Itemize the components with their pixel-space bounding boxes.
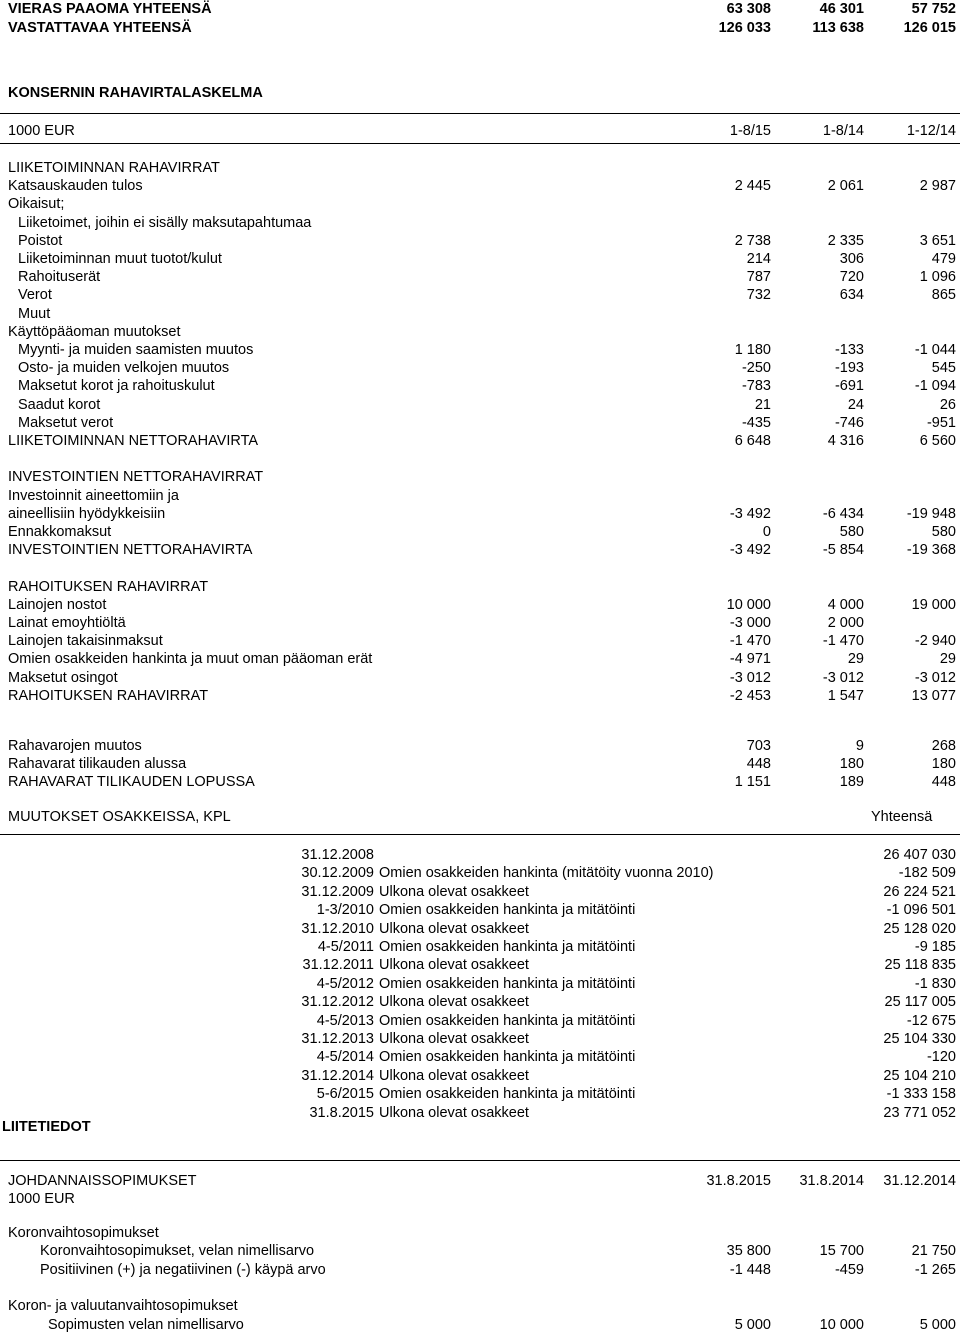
- row-label: Rahoituserät: [18, 269, 101, 286]
- share-date: 31.12.2013: [301, 1031, 374, 1047]
- value-2: -1 470: [822, 633, 864, 650]
- value-2: 580: [839, 524, 864, 540]
- table-row: [0, 737, 960, 755]
- share-total: 26 407 030: [883, 847, 956, 863]
- value-1: 5 000: [734, 1316, 771, 1333]
- table-row: [0, 487, 960, 505]
- value-2: 306: [839, 251, 864, 267]
- share-date: 4-5/2014: [316, 1049, 374, 1066]
- row-label: Katsauskauden tulos: [8, 178, 143, 195]
- value-1: 10 000: [726, 596, 771, 613]
- value-2: -133: [834, 342, 864, 358]
- share-total: -1 830: [914, 975, 956, 992]
- table-row: [0, 177, 960, 195]
- value-3: -1 044: [914, 342, 956, 358]
- row-label: RAHOITUKSEN RAHAVIRRAT: [8, 578, 209, 595]
- value-2: 46 301: [819, 1, 864, 17]
- value-3: 580: [931, 524, 956, 540]
- row-label: Positiivinen (+) ja negatiivinen (-) käypä arvo: [40, 1261, 326, 1278]
- share-description: Omien osakkeiden hankinta ja mitätöinti: [379, 1086, 636, 1103]
- share-description: Omien osakkeiden hankinta (mitätöity vuonna 2010): [379, 865, 714, 882]
- row-label: Poistot: [18, 232, 63, 249]
- share-total: 23 771 052: [883, 1104, 956, 1121]
- total-column-label: Yhteensä: [871, 809, 933, 825]
- value-3: 19 000: [911, 596, 956, 613]
- value-2: 2 000: [827, 615, 864, 631]
- value-2: -691: [834, 378, 864, 395]
- notes-title: [0, 1118, 960, 1136]
- value-2: 24: [847, 396, 864, 413]
- table-row: [0, 1297, 960, 1315]
- row-label: Muut: [18, 305, 51, 322]
- table-row: [0, 993, 960, 1011]
- table-row: [0, 377, 960, 395]
- row-label: Maksetut osingot: [8, 669, 118, 686]
- value-3: 180: [931, 756, 956, 773]
- share-date: 1-3/2010: [316, 902, 374, 919]
- period-1: 1-8/15: [729, 123, 771, 139]
- share-date: 31.12.2011: [302, 957, 374, 974]
- table-row: [0, 250, 960, 268]
- value-2: -6 434: [822, 505, 864, 522]
- value-3: 13 077: [911, 687, 956, 704]
- value-2: -5 854: [822, 542, 864, 559]
- row-label: Käyttöpääoman muutokset: [8, 323, 181, 340]
- value-3: -1 265: [914, 1261, 956, 1278]
- share-total: -9 185: [914, 939, 956, 955]
- value-3: 126 015: [903, 20, 956, 36]
- share-description: Omien osakkeiden hankinta ja mitätöinti: [379, 1049, 636, 1066]
- value-2: 189: [839, 774, 864, 791]
- row-label: Oikaisut;: [8, 196, 65, 213]
- table-row: [0, 1012, 960, 1030]
- row-label: Koron- ja valuutanvaihtosopimukset: [8, 1298, 238, 1315]
- row-label: Koronvaihtosopimukset: [8, 1225, 159, 1241]
- share-description: Omien osakkeiden hankinta ja mitätöinti: [379, 902, 636, 919]
- table-row: [0, 195, 960, 213]
- row-label: Rahavarojen muutos: [8, 738, 142, 754]
- value-3: 479: [931, 251, 956, 267]
- cashflow-title: [0, 84, 960, 102]
- value-1: 6 648: [734, 433, 771, 449]
- share-description: Ulkona olevat osakkeet: [379, 883, 529, 900]
- share-total: -1 096 501: [886, 902, 956, 919]
- row-label: Koronvaihtosopimukset, velan nimellisarvo: [40, 1243, 315, 1260]
- table-row: [0, 341, 960, 359]
- row-label: Liiketoimet, joihin ei sisälly maksutapahtumaa: [18, 214, 312, 231]
- value-1: -783: [741, 378, 771, 395]
- row-label: LIIKETOIMINNAN RAHAVIRRAT: [8, 160, 220, 176]
- table-row: [0, 650, 960, 668]
- row-label: Osto- ja muiden velkojen muutos: [18, 360, 230, 377]
- row-label: Maksetut korot ja rahoituskulut: [18, 378, 215, 395]
- value-1: -3 492: [729, 542, 771, 559]
- table-row: [0, 1279, 960, 1297]
- table-row: [0, 286, 960, 304]
- date-2: 31.8.2014: [799, 1173, 864, 1189]
- value-2: -459: [834, 1261, 864, 1278]
- total-equity-liabilities-row: [0, 19, 960, 37]
- value-1: -1 470: [729, 633, 771, 650]
- table-row: [0, 232, 960, 250]
- value-3: 545: [931, 360, 956, 377]
- row-label: Sopimusten velan nimellisarvo: [48, 1316, 244, 1333]
- table-row: [0, 578, 960, 596]
- row-label: Investoinnit aineettomiin ja: [8, 487, 179, 504]
- table-row: [0, 773, 960, 791]
- value-1: 2 738: [734, 232, 771, 249]
- value-1: 63 308: [726, 1, 771, 17]
- divider: [0, 1160, 960, 1161]
- value-3: 3 651: [919, 232, 956, 249]
- value-1: -3 492: [729, 505, 771, 522]
- value-2: -746: [834, 414, 864, 431]
- value-1: 732: [746, 287, 771, 304]
- table-row: [0, 1316, 960, 1334]
- table-row: [0, 920, 960, 938]
- row-label: Omien osakkeiden hankinta ja muut oman pääoman erät: [8, 651, 373, 668]
- period-3: 1-12/14: [906, 123, 956, 139]
- value-1: 1 180: [734, 342, 771, 358]
- value-3: 865: [931, 287, 956, 304]
- row-label: Lainat emoyhtiöltä: [8, 615, 126, 631]
- table-row: [0, 956, 960, 974]
- share-date: 31.8.2015: [309, 1104, 374, 1121]
- value-1: 0: [762, 524, 771, 540]
- table-row: [0, 1030, 960, 1048]
- table-row: [0, 1085, 960, 1103]
- share-description: Ulkona olevat osakkeet: [379, 994, 529, 1011]
- row-label: Saadut korot: [18, 396, 101, 413]
- row-label: INVESTOINTIEN NETTORAHAVIRTA: [8, 542, 253, 559]
- share-total: 26 224 521: [883, 883, 956, 900]
- value-2: 720: [839, 269, 864, 286]
- row-label: RAHOITUKSEN RAHAVIRRAT: [8, 687, 209, 704]
- table-row: [0, 541, 960, 559]
- value-1: -2 453: [729, 687, 771, 704]
- value-3: -2 940: [914, 633, 956, 650]
- date-3: 31.12.2014: [883, 1173, 956, 1189]
- value-2: 2 061: [827, 178, 864, 195]
- table-row: [0, 432, 960, 450]
- value-3: 448: [931, 774, 956, 791]
- section-title: KONSERNIN RAHAVIRTALASKELMA: [8, 85, 263, 101]
- value-2: 15 700: [819, 1243, 864, 1260]
- value-1: -250: [741, 360, 771, 377]
- value-1: 35 800: [726, 1243, 771, 1260]
- value-1: -435: [741, 414, 771, 431]
- row-label: Liiketoiminnan muut tuotot/kulut: [18, 251, 222, 267]
- row-label: Lainojen takaisinmaksut: [8, 633, 163, 650]
- value-2: 1 547: [827, 687, 864, 704]
- value-2: 634: [839, 287, 864, 304]
- share-total: -1 333 158: [886, 1086, 956, 1103]
- value-2: 4 316: [827, 433, 864, 449]
- value-3: -19 368: [906, 542, 956, 559]
- value-1: 126 033: [718, 20, 771, 36]
- value-1: 214: [746, 251, 771, 267]
- value-1: 448: [746, 756, 771, 773]
- row-label: VIERAS PAAOMA YHTEENSÄ: [8, 1, 212, 17]
- divider: [0, 113, 960, 114]
- table-row: [0, 559, 960, 577]
- value-3: -3 012: [914, 669, 956, 686]
- divider: [0, 143, 960, 144]
- table-row: [0, 1048, 960, 1066]
- table-row: [0, 901, 960, 919]
- table-row: [0, 1261, 960, 1279]
- unit-label: 1000 EUR: [8, 123, 75, 139]
- table-row: [0, 1224, 960, 1242]
- share-description: Omien osakkeiden hankinta ja mitätöinti: [379, 939, 636, 955]
- table-row: [0, 938, 960, 956]
- table-row: [0, 323, 960, 341]
- share-total: 25 104 330: [883, 1031, 956, 1047]
- share-description: Ulkona olevat osakkeet: [379, 920, 529, 937]
- table-row: [0, 883, 960, 901]
- share-date: 4-5/2011: [317, 939, 374, 955]
- table-row: [0, 755, 960, 773]
- value-1: -4 971: [729, 651, 771, 668]
- value-2: -3 012: [822, 669, 864, 686]
- value-1: 2 445: [734, 178, 771, 195]
- table-row: [0, 159, 960, 177]
- value-3: -19 948: [906, 505, 956, 522]
- value-1: -1 448: [729, 1261, 771, 1278]
- row-label: Myynti- ja muiden saamisten muutos: [18, 342, 254, 358]
- section-title: JOHDANNAISSOPIMUKSET: [8, 1173, 197, 1189]
- table-row: [0, 687, 960, 705]
- value-2: -193: [834, 360, 864, 377]
- table-row: [0, 505, 960, 523]
- value-2: 113 638: [812, 20, 864, 36]
- value-1: 1 151: [734, 774, 771, 791]
- row-label: aineellisiin hyödykkeisiin: [8, 505, 166, 522]
- share-total: -120: [926, 1049, 956, 1066]
- share-total: 25 128 020: [883, 920, 956, 937]
- value-3: 268: [931, 738, 956, 754]
- share-description: Ulkona olevat osakkeet: [379, 1104, 529, 1121]
- value-2: 29: [847, 651, 864, 668]
- share-date: 31.12.2009: [301, 883, 374, 900]
- unit-label: 1000 EUR: [8, 1191, 75, 1207]
- row-label: Ennakkomaksut: [8, 524, 112, 540]
- share-total: -12 675: [906, 1012, 956, 1029]
- table-row: [0, 614, 960, 632]
- share-date: 4-5/2013: [316, 1012, 374, 1029]
- value-2: 2 335: [827, 232, 864, 249]
- value-3: 26: [939, 396, 956, 413]
- share-description: Ulkona olevat osakkeet: [379, 1067, 529, 1084]
- shares-header: [0, 808, 960, 826]
- table-row: [0, 414, 960, 432]
- value-3: 29: [939, 651, 956, 668]
- row-label: Rahavarat tilikauden alussa: [8, 756, 187, 773]
- share-date: 31.12.2014: [301, 1067, 374, 1084]
- share-date: 31.12.2012: [301, 994, 374, 1011]
- table-row: [0, 396, 960, 414]
- share-total: -182 509: [898, 865, 956, 882]
- value-1: -3 000: [729, 615, 771, 631]
- row-label: Lainojen nostot: [8, 596, 107, 613]
- share-description: Ulkona olevat osakkeet: [379, 957, 529, 974]
- value-2: 9: [855, 738, 864, 754]
- value-3: -1 094: [914, 378, 956, 395]
- row-label: Maksetut verot: [18, 414, 114, 431]
- share-total: 25 118 835: [884, 957, 956, 974]
- value-1: -3 012: [729, 669, 771, 686]
- derivatives-header: [0, 1172, 960, 1190]
- row-label: VASTATTAVAA YHTEENSÄ: [8, 20, 192, 36]
- value-1: 703: [746, 738, 771, 754]
- value-2: 180: [839, 756, 864, 773]
- row-label: RAHAVARAT TILIKAUDEN LOPUSSA: [8, 774, 255, 791]
- share-date: 5-6/2015: [316, 1086, 374, 1103]
- value-3: 6 560: [919, 433, 956, 449]
- value-3: 1 096: [919, 269, 956, 286]
- date-1: 31.8.2015: [706, 1173, 771, 1189]
- value-3: 57 752: [911, 1, 956, 17]
- share-description: Omien osakkeiden hankinta ja mitätöinti: [379, 1012, 636, 1029]
- table-row: [0, 359, 960, 377]
- cashflow-header: [0, 122, 960, 140]
- row-label: Verot: [18, 287, 52, 304]
- value-2: 4 000: [827, 596, 864, 613]
- value-3: 5 000: [919, 1316, 956, 1333]
- table-row: [0, 632, 960, 650]
- value-1: 21: [754, 396, 771, 413]
- share-total: 25 117 005: [884, 994, 956, 1011]
- table-row: [0, 214, 960, 232]
- table-row: [0, 305, 960, 323]
- total-liabilities-row: [0, 0, 960, 18]
- table-row: [0, 864, 960, 882]
- row-label: LIIKETOIMINNAN NETTORAHAVIRTA: [8, 433, 259, 449]
- value-2: 10 000: [819, 1316, 864, 1333]
- table-row: [0, 846, 960, 864]
- value-3: 2 987: [919, 178, 956, 195]
- period-2: 1-8/14: [822, 123, 864, 139]
- table-row: [0, 468, 960, 486]
- share-date: 30.12.2009: [301, 865, 374, 882]
- value-1: 787: [746, 269, 771, 286]
- row-label: INVESTOINTIEN NETTORAHAVIRRAT: [8, 469, 264, 486]
- share-date: 4-5/2012: [316, 975, 374, 992]
- table-row: [0, 596, 960, 614]
- section-title: LIITETIEDOT: [2, 1119, 91, 1135]
- share-description: Omien osakkeiden hankinta ja mitätöinti: [379, 975, 636, 992]
- section-title: MUUTOKSET OSAKKEISSA, KPL: [8, 809, 231, 825]
- table-row: [0, 669, 960, 687]
- value-3: 21 750: [911, 1243, 956, 1260]
- table-row: [0, 1067, 960, 1085]
- divider: [0, 834, 960, 835]
- share-description: Ulkona olevat osakkeet: [379, 1031, 529, 1047]
- derivatives-unit: [0, 1190, 960, 1208]
- table-row: [0, 268, 960, 286]
- share-total: 25 104 210: [883, 1067, 956, 1084]
- share-date: 31.12.2010: [301, 920, 374, 937]
- table-row: [0, 975, 960, 993]
- table-row: [0, 450, 960, 468]
- value-3: -951: [926, 414, 956, 431]
- table-row: [0, 523, 960, 541]
- table-row: [0, 1242, 960, 1260]
- share-date: 31.12.2008: [301, 847, 374, 863]
